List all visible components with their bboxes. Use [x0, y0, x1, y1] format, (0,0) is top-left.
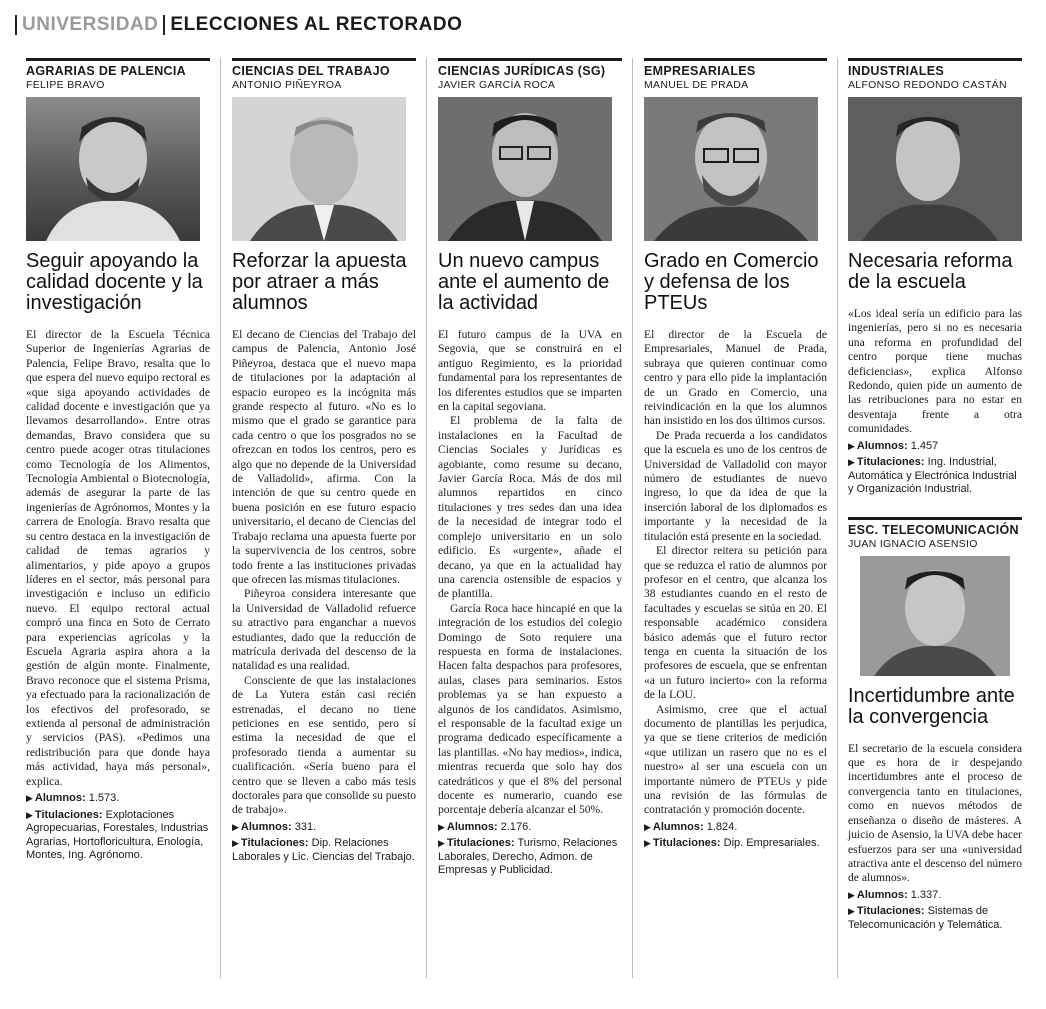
- header-rule: [15, 15, 17, 35]
- alumnos-line: [232, 821, 416, 835]
- article-agrarias: [26, 58, 210, 978]
- article-body: [438, 328, 622, 818]
- article-ciencias-juridicas: [438, 58, 622, 978]
- titulaciones-line: [848, 905, 1022, 932]
- alumnos-value: 1.337.: [910, 888, 942, 901]
- article-paragraph: El secretario de la escuela considera que es hora de ir despejando incertidumbres ante el proceso de convergencia tanto en titulaciones, como en nuevos métodos de enseñanza o diseño de másteres. A juicio de Asensio, la UVA debe hacer esfuerzos para ser una «universidad atractiva ante el descenso del número de alumnos».: [848, 741, 1022, 885]
- candidate-photo: [232, 97, 406, 241]
- alumnos-label: Alumnos:: [652, 820, 704, 833]
- titulaciones-value: Sistemas de Telecomunicación y Telemática.: [848, 905, 1003, 931]
- article-headline: Necesaria reforma de la escuela: [848, 250, 1013, 293]
- alumnos-line: [848, 889, 1022, 903]
- triangle-icon: ▶: [438, 838, 445, 849]
- candidate-name: JAVIER GARCÍA ROCA: [438, 79, 556, 91]
- faculty-name: CIENCIAS DEL TRABAJO: [232, 64, 390, 78]
- alumnos-value: 1.457: [910, 439, 939, 452]
- article-ciencias-trabajo: [232, 58, 416, 978]
- portrait-image: [644, 97, 818, 241]
- titulaciones-label: Titulaciones:: [856, 456, 925, 469]
- article-paragraph: Consciente de que las instalaciones de La Yutera están casi recién estrenadas, el decano no tiene peticiones en ese sentido, pero sí estima la necesidad de que el profesorado tienda a aumentar su cualificación. «Sería bueno para el centro que se lleven a cabo más tesis doctorales para que consolide su puesto de trabajo».: [232, 673, 416, 817]
- alumnos-label: Alumnos:: [446, 820, 498, 833]
- section-label: UNIVERSIDAD: [22, 14, 159, 35]
- article-paragraph: El decano de Ciencias del Trabajo del campus de Palencia, Antonio José Piñeyroa, destaca que el nuevo mapa de titulaciones por la adaptación al espacio europeo es la incógnita más grande respecto al futuro. «No es lo mismo que el grado se garantice para cada centro o que los posgrados no se ofrezcan en todos los centros, pero es algo que no depende de la Universidad de Valladolid», afirma. Con la intención de que su centro quede en buena posición en ese futuro espacio universitario, el decano de Ciencias del Trabajo reclama una apuesta fuerte por la supervivencia de los centros, sobre todo frente a las instituciones privadas que ofrecen las mismas titulaciones.: [232, 328, 416, 586]
- titulaciones-value: Dip. Empresariales.: [723, 837, 820, 850]
- article-paragraph: El director reitera su petición para que se reduzca el ratio de alumnos por profesor en el centro, que alcanza los 38 estudiantes cuando en el resto de facultades y escuelas se sitúa en 20. El responsable académico considera básico además que el futuro rector tenga en cuenta la situación de los profesores de escuela, que se enfrentan «a un futuro incierto» con la reforma de la LOU.: [644, 544, 827, 702]
- alumnos-label: Alumnos:: [34, 792, 86, 804]
- column-separator: [426, 58, 427, 978]
- column-separator: [632, 58, 633, 978]
- article-paragraph: El futuro campus de la UVA en Segovia, que se construirá en el antiguo Regimiento, es la prioridad fundamental para los representantes de los diferentes estudios que se imparten en la capital segoviana.: [438, 328, 622, 414]
- triangle-icon: ▶: [848, 906, 855, 917]
- header-divider: [163, 15, 165, 35]
- titulaciones-label: Titulaciones:: [856, 905, 925, 918]
- topic-label: ELECCIONES AL RECTORADO: [170, 14, 463, 35]
- titulaciones-line: [644, 837, 827, 851]
- article-body: [26, 328, 210, 789]
- alumnos-label: Alumnos:: [856, 439, 908, 452]
- column-separator: [220, 58, 221, 978]
- candidate-name: ALFONSO REDONDO CASTÁN: [848, 79, 1007, 91]
- triangle-icon: ▶: [26, 793, 33, 803]
- candidate-photo: [438, 97, 612, 241]
- alumnos-line: [438, 821, 622, 835]
- titulaciones-label: Titulaciones:: [240, 837, 309, 850]
- titulaciones-line: [232, 837, 416, 864]
- article-headline: Grado en Comercio y defensa de los PTEUs: [644, 250, 819, 314]
- titulaciones-value: Ing. Industrial, Automática y Electrónica Industrial y Organización Industrial.: [848, 456, 1017, 496]
- triangle-icon: ▶: [644, 838, 651, 849]
- article-headline: Seguir apoyando la calidad docente y la investigación: [26, 250, 203, 314]
- alumnos-line: [848, 440, 1022, 454]
- candidate-photo: [848, 97, 1022, 241]
- article-paragraph: El director de la Escuela de Empresariales, Manuel de Prada, subraya que quieren continuar como centro y para ello pide la implantación de un Grado en Comercio, una reivindicación en la que los alumnos han insistido en los dos últimos cursos.: [644, 328, 827, 428]
- article-industriales: [848, 58, 1022, 978]
- titulaciones-line: [438, 837, 622, 878]
- triangle-icon: ▶: [232, 821, 239, 832]
- triangle-icon: ▶: [644, 821, 651, 832]
- article-paragraph: «Los ideal sería un edificio para las ingenierías, pero si no es necesaria una reforma en profundidad del centro porque tiene muchas deficiencias», explica Alfonso Redondo, quien pide un aumento de las retribuciones para no estar en desventaja frente a otra comunidades.: [848, 307, 1022, 436]
- candidate-name: JUAN IGNACIO ASENSIO: [848, 537, 978, 550]
- titulaciones-label: Titulaciones:: [652, 837, 721, 850]
- portrait-image: [860, 556, 1010, 676]
- triangle-icon: ▶: [232, 838, 239, 849]
- alumnos-line: [644, 821, 827, 835]
- faculty-name: INDUSTRIALES: [848, 64, 944, 78]
- portrait-image: [232, 97, 406, 241]
- column-separator: [837, 58, 838, 978]
- article-paragraph: De Prada recuerda a los candidatos que la escuela es uno de los centros de Universidad de Valladolid con mayor número de estudiantes de nuevo ingreso, lo que da idea de que la inserción laboral de los diplomados es importante y la necesidad de la titulación está presente en la sociedad.: [644, 428, 827, 543]
- article-body: [848, 742, 1022, 886]
- article-headline: Incertidumbre ante la convergencia: [848, 684, 1015, 728]
- candidate-name: ANTONIO PIÑEYROA: [232, 79, 342, 91]
- triangle-icon: ▶: [848, 440, 855, 451]
- article-headline: Reforzar la apuesta por atraer a más alumnos: [232, 250, 407, 314]
- triangle-icon: ▶: [438, 821, 445, 832]
- triangle-icon: ▶: [848, 889, 855, 900]
- titulaciones-value: Dip. Relaciones Laborales y Lic. Ciencias del Trabajo.: [232, 837, 415, 863]
- portrait-image: [26, 97, 200, 241]
- article-paragraph: García Roca hace hincapié en que la integración de los estudios del colegio Domingo de Soto requiere una respuesta en forma de instalaciones. Hacen falta despachos para profesores, aulas, clases para seminarios. Estos problemas ya se han expuesto a algunos de los candidatos. Asimismo, el responsable de la facultad exige un programa dedicado específicamente a las plantillas. «No hay medios», indica, mientras recuerda que solo hay dos catedráticos y que el 8% del personal docente es numerario, cuando ese porcentaje debería alcanzar el 50%.: [438, 601, 622, 817]
- alumnos-label: Alumnos:: [240, 820, 292, 833]
- article-headline: Un nuevo campus ante el aumento de la actividad: [438, 250, 610, 314]
- article-paragraph: El problema de la falta de instalaciones en la Facultad de Ciencias Sociales y Jurídicas es agobiante, como resume su decano, Javier García Roca. Más de dos mil alumnos repartidos en cinco titulaciones y tres sedes dan una idea de la necesidad de integrar todo el complejo universitario en un solo edificio. Es «urgente», añade el decano, ya que en la actualidad hay una carencia ostensible de espacios y de plantilla.: [438, 414, 622, 601]
- titulaciones-label: Titulaciones:: [34, 808, 103, 821]
- titulaciones-line: [848, 456, 1022, 497]
- faculty-name: CIENCIAS JURÍDICAS (SG): [438, 64, 606, 78]
- candidate-photo: [26, 97, 200, 241]
- alumnos-line: [26, 792, 210, 806]
- alumnos-label: Alumnos:: [856, 888, 908, 901]
- triangle-icon: ▶: [26, 809, 33, 820]
- candidate-name: MANUEL DE PRADA: [644, 79, 749, 91]
- page-header: [10, 12, 462, 38]
- titulaciones-line: [26, 809, 210, 863]
- titulaciones-value: Explotaciones Agropecuarias, Forestales, Industrias Agrarias, Hortofloricultura, Enología, Montes, Ing. Agrónomo.: [26, 808, 209, 861]
- article-body: [848, 307, 1022, 437]
- faculty-name: EMPRESARIALES: [644, 64, 756, 78]
- faculty-name: ESC. TELECOMUNICACIÓN: [848, 522, 1019, 537]
- titulaciones-value: Turismo, Relaciones Laborales, Derecho, Admon. de Empresas y Publicidad.: [438, 837, 618, 877]
- alumnos-value: 1.573.: [88, 792, 120, 804]
- article-paragraph: Asimismo, cree que el actual documento de plantillas les perjudica, ya que se tiene criterios de medición «que utilizan un rasero que no es el nuestro» al ser una escuela con un importante número de PTEUs y pide una revisión de las fórmulas de contratación y promoción docente.: [644, 702, 827, 817]
- titulaciones-label: Titulaciones:: [446, 837, 515, 850]
- article-body: [644, 328, 827, 818]
- article-body: [232, 328, 416, 818]
- triangle-icon: ▶: [848, 457, 855, 468]
- alumnos-value: 1.824.: [706, 820, 738, 833]
- alumnos-value: 331.: [294, 820, 317, 833]
- alumnos-value: 2.176.: [500, 820, 532, 833]
- article-telecomunicacion: [848, 517, 1022, 933]
- candidate-photo: [860, 556, 1010, 676]
- portrait-image: [848, 97, 1022, 241]
- article-paragraph: El director de la Escuela Técnica Superior de Ingenierías Agrarias de Palencia, Felipe Bravo, resalta que lo que espera del nuevo equipo rectoral es «que siga apoyando actividades de calidad docente e investigación que ya llevamos desarrollando». Entre otras demandas, Bravo considera que su centro puede acoger otras titulaciones como Tecnología de los Alimentos, Tecnología Ambiental o Biotecnología, además de asegurar la parte de las ingenierías de Agrónomos, Montes y la carrera de Enología. Bravo resalta que su centro destaca en la investigación de calidad de temas agrarios y alimentarios, y pide apoyo a grupos líderes en el sector, más personal para investigación e incluso un edificio nuevo. El equipo rectoral actual compró una finca en Soto de Cerrato para experiencias agrícolas y la Escuela Agraria aspira ahora a la gestión de algún monte. Finalmente, Bravo reconoce que el sistema Prisma, ya efectuado para la racionalización de los efectivos del profesorado, se extienda al personal de administración y servicios (PAS). «Pedimos una redistribución para que donde haya más actividad, haya más personal», explica.: [26, 328, 210, 788]
- article-paragraph: Piñeyroa considera interesante que la Universidad de Valladolid refuerce su atractivo para enganchar a nuevos estudiantes, dado que la reducción de matrícula derivada del descenso de la natalidad es una realidad.: [232, 587, 416, 673]
- candidate-name: FELIPE BRAVO: [26, 79, 105, 91]
- portrait-image: [438, 97, 612, 241]
- candidate-photo: [644, 97, 818, 241]
- faculty-name: AGRARIAS DE PALENCIA: [26, 64, 186, 78]
- article-empresariales: [644, 58, 827, 978]
